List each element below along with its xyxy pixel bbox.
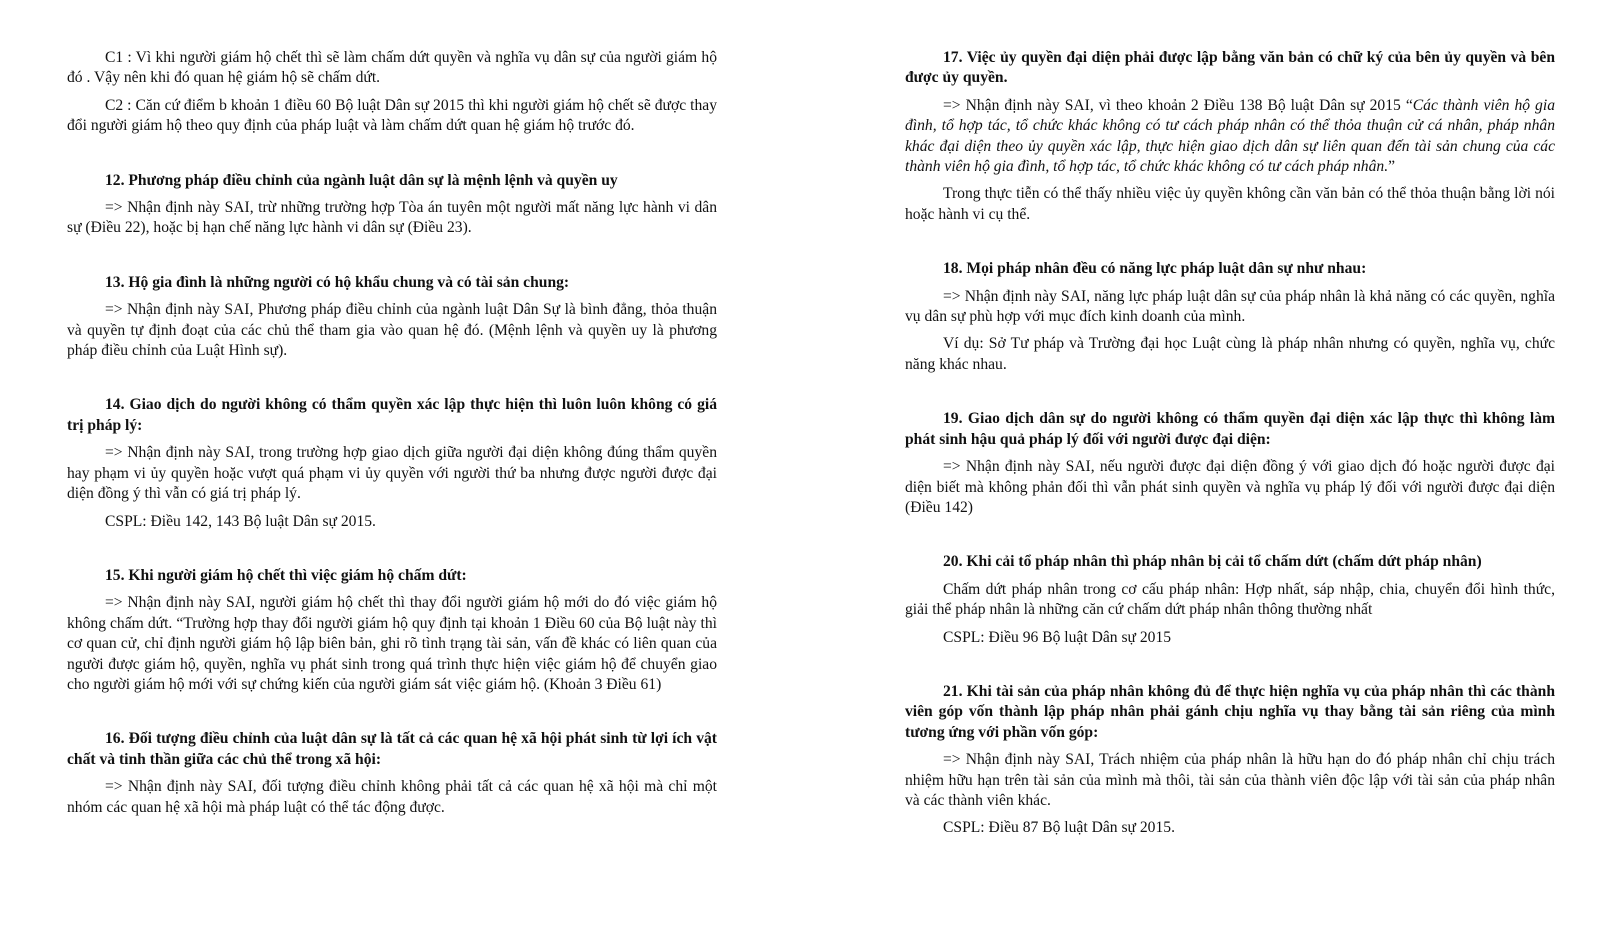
legal-basis-20: CSPL: Điều 96 Bộ luật Dân sự 2015 (943, 628, 1172, 646)
question-21: 21. Khi tài sản của pháp nhân không đủ để thực hiện nghĩa vụ của pháp nhân thì các thành viên góp vốn thành lập pháp nhân phải gánh chịu nghĩa vụ thay bằng tài sản riêng của mình tương ứng với phần vốn góp: (905, 682, 1555, 741)
answer-18: => Nhận định này SAI, năng lực pháp luật dân sự của pháp nhân là khả năng có các quyền, nghĩa vụ dân sự phù hợp với mục đích kinh doanh của mình. (905, 287, 1555, 326)
answer-20: Chấm dứt pháp nhân trong cơ cấu pháp nhân: Hợp nhất, sáp nhập, chia, chuyển đổi hình thức, giải thể pháp nhân là những căn cứ chấm dứt pháp nhân thông thường nhất (905, 580, 1555, 619)
legal-basis-21: CSPL: Điều 87 Bộ luật Dân sự 2015. (943, 819, 1175, 837)
right-page-column (905, 48, 1555, 846)
question-12: 12. Phương pháp điều chỉnh của ngành luật dân sự là mệnh lệnh và quyền uy (105, 171, 618, 189)
answer-19: => Nhận định này SAI, nếu người được đại diện đồng ý với giao dịch đó hoặc người được đại diện biết mà không phản đối thì vẫn phát sinh quyền và nghĩa vụ pháp lý đối với người được đại diện (Điều 142) (905, 458, 1555, 516)
section-spacer (67, 144, 717, 171)
answer-12: => Nhận định này SAI, trừ những trường hợp Tòa án tuyên một người mất năng lực hành vi dân sự (Điều 22), hoặc bị hạn chế năng lực hành vi dân sự (Điều 23). (67, 199, 717, 237)
question-14: 14. Giao dịch do người không có thẩm quyền xác lập thực hiện thì luôn luôn không có giá trị pháp lý: (67, 396, 717, 434)
section-spacer (67, 539, 717, 566)
question-16: 16. Đối tượng điều chỉnh của luật dân sự là tất cả các quan hệ xã hội phát sinh từ lợi ích vật chất và tinh thần giữa các chủ thể trong xã hội: (67, 730, 717, 768)
answer-17-lead: => Nhận định này SAI, vì theo khoản 2 Điều 138 Bộ luật Dân sự 2015 “ (943, 96, 1413, 114)
section-spacer (905, 382, 1555, 409)
section-spacer (67, 368, 717, 395)
answer-16: => Nhận định này SAI, đối tượng điều chỉnh không phải tất cả các quan hệ xã hội mà chỉ một nhóm các quan hệ xã hội mà pháp luật có thể tác động được. (67, 778, 717, 816)
question-17: 17. Việc ủy quyền đại diện phải được lập bằng văn bản có chữ ký của bên ủy quyền và bên được ủy quyền. (905, 49, 1555, 87)
question-18: 18. Mọi pháp nhân đều có năng lực pháp luật dân sự như nhau: (943, 260, 1367, 278)
section-spacer (905, 525, 1555, 552)
left-page-column (67, 48, 717, 825)
answer-17-note: Trong thực tiễn có thể thấy nhiều việc ủy quyền không cần văn bản có thể thỏa thuận bằng lời nói hoặc hành vi cụ thể. (905, 185, 1555, 223)
question-19: 19. Giao dịch dân sự do người không có thẩm quyền đại diện xác lập thực thì không làm phát sinh hậu quả pháp lý đối với người được đại diện: (905, 410, 1555, 448)
answer-17-close: ” (1388, 158, 1396, 176)
answer-13: => Nhận định này SAI, Phương pháp điều chỉnh của ngành luật Dân Sự là bình đẳng, thỏa thuận và quyền tự định đoạt của các chủ thể tham gia vào quan hệ đó. (Mệnh lệnh và quyền uy là phương pháp điều chỉnh của Luật Hình sự). (67, 301, 717, 360)
answer-14: => Nhận định này SAI, trong trường hợp giao dịch giữa người đại diện không đúng thẩm quyền hay phạm vi ủy quyền hoặc vượt quá phạm vi ủy quyền với người thứ ba nhưng được người được đại diện đồng ý thì vẫn có giá trị pháp lý. (67, 444, 717, 503)
section-spacer (67, 246, 717, 273)
answer-17-quote: Các thành viên hộ gia đình, tổ hợp tác, tổ chức khác không có tư cách pháp nhân có thể thỏa thuận cử cá nhân, pháp nhân khác đại diện theo ủy quyền xác lập, thực hiện giao dịch dân sự liên quan đến tài sản chung của các thành viên hộ gia đình, tổ hợp tác, tổ chức khác không có tư cách pháp nhân. (905, 96, 1555, 176)
answer-17 (905, 96, 1555, 178)
answer-15: => Nhận định này SAI, người giám hộ chết thì thay đổi người giám hộ mới do đó việc giám hộ không chấm dứt. “Trường hợp thay đổi người giám hộ quy định tại khoản 1 Điều 60 của Bộ luật này thì cơ quan cử, chỉ định người giám hộ lập biên bản, ghi rõ tình trạng tài sản, vấn đề khác có liên quan của người được giám hộ, quyền, nghĩa vụ phát sinh trong quá trình thực hiện việc giám hộ để chuyển giao cho người giám hộ mới với sự chứng kiến của người giám sát việc giám hộ. (Khoản 3 Điều 61) (67, 594, 717, 693)
answer-21: => Nhận định này SAI, Trách nhiệm của pháp nhân là hữu hạn do đó pháp nhân chỉ chịu trách nhiệm hữu hạn trên tài sản của mình mà thôi, tài sản của thành viên độc lập với tài sản của pháp nhân và các thành viên khác. (905, 751, 1555, 809)
legal-basis-14: CSPL: Điều 142, 143 Bộ luật Dân sự 2015. (105, 512, 376, 530)
section-spacer (67, 702, 717, 729)
question-20: 20. Khi cải tổ pháp nhân thì pháp nhân bị cải tổ chấm dứt (chấm dứt pháp nhân) (943, 553, 1482, 571)
section-spacer (905, 232, 1555, 259)
answer-c2: C2 : Căn cứ điểm b khoản 1 điều 60 Bộ luật Dân sự 2015 thì khi người giám hộ chết sẽ được thay đổi người giám hộ theo quy định của pháp luật và làm chấm dứt quan hệ giám hộ trước đó. (67, 96, 717, 135)
question-13: 13. Hộ gia đình là những người có hộ khẩu chung và có tài sản chung: (105, 273, 570, 291)
section-spacer (905, 655, 1555, 682)
answer-c1: C1 : Vì khi người giám hộ chết thì sẽ làm chấm dứt quyền và nghĩa vụ dân sự của người giám hộ đó . Vậy nên khi đó quan hệ giám hộ sẽ chấm dứt. (67, 49, 717, 87)
question-15: 15. Khi người giám hộ chết thì việc giám hộ chấm dứt: (105, 566, 467, 584)
example-18: Ví dụ: Sở Tư pháp và Trường đại học Luật cùng là pháp nhân nhưng có quyền, nghĩa vụ, chức năng khác nhau. (905, 335, 1555, 373)
